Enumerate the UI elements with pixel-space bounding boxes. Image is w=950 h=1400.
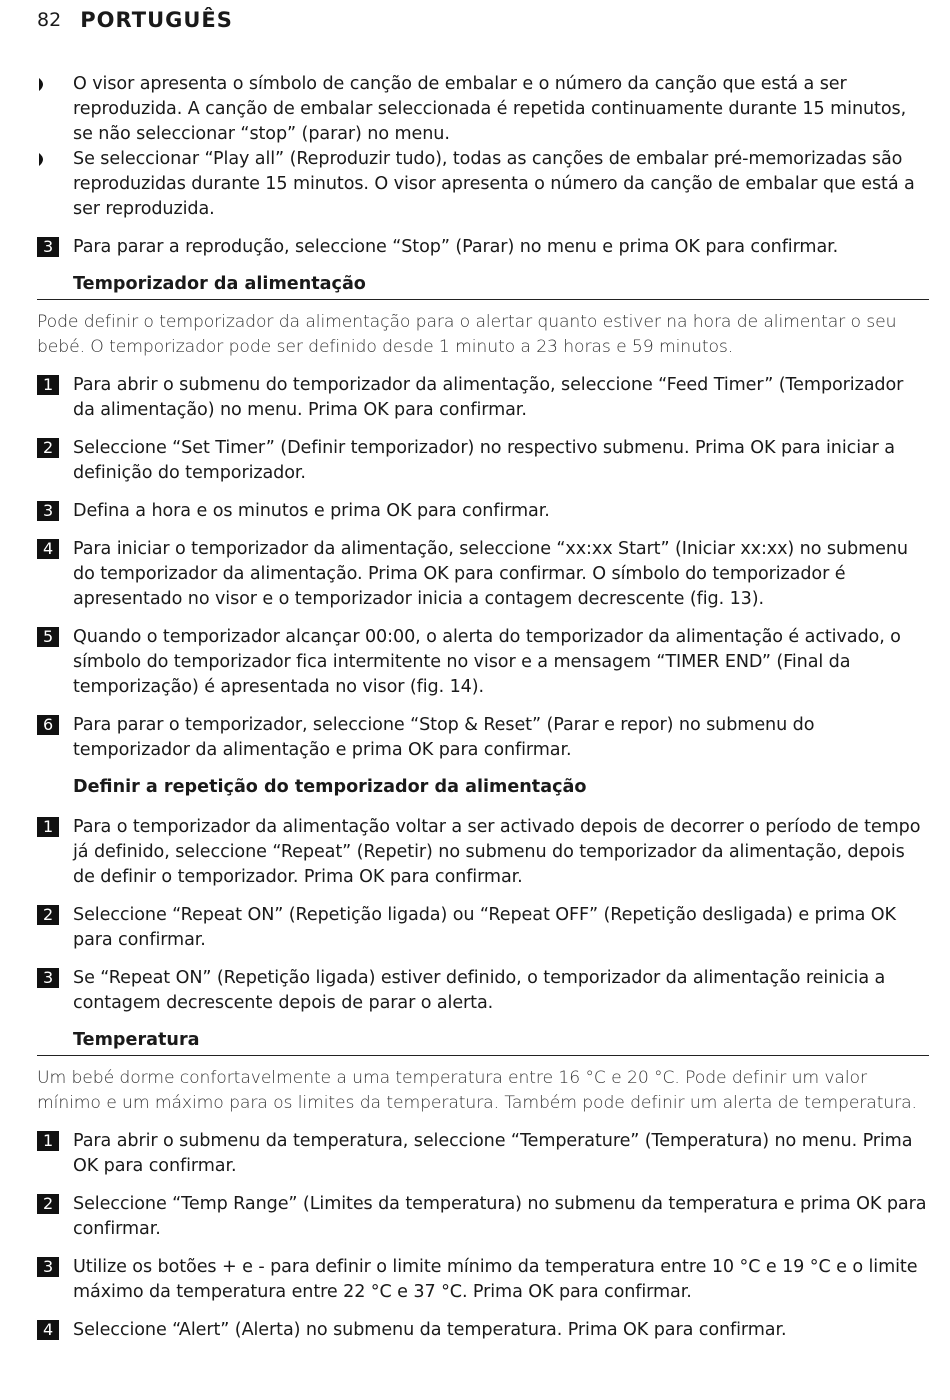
step-item — [37, 966, 929, 1016]
step-number-badge: 1 — [37, 817, 59, 837]
step-number-badge: 4 — [37, 1320, 59, 1340]
step-text: Para o temporizador da alimentação voltar a ser activado depois de decorrer o período de tempo já definido, seleccione “Repeat” (Repetir) no submenu do temporizador da alimentação, depois de definir o temporizador. Prima OK para confirmar. — [73, 817, 921, 887]
bullet-text: Se seleccionar “Play all” (Reproduzir tudo), todas as canções de embalar pré-memorizadas são reproduzidas durante 15 minutos. O visor apresenta o número da canção de embalar que está a ser reproduzida. — [73, 149, 915, 219]
step-number-badge: 6 — [37, 715, 59, 735]
section-intro-temperature: Um bebé dorme confortavelmente a uma temperatura entre 16 °C e 20 °C. Pode definir um valor mínimo e um máximo para os limites da temperatura. Também pode definir um alerta de temperatura. — [37, 1068, 917, 1113]
step-item — [37, 436, 929, 486]
triangle-bullet-icon — [39, 78, 47, 91]
page-content — [37, 72, 929, 1343]
step-item — [37, 1255, 929, 1305]
step-number-badge: 2 — [37, 438, 59, 458]
bullet-text: O visor apresenta o símbolo de canção de embalar e o número da canção que está a ser reproduzida. A canção de embalar seleccionada é repetida continuamente durante 15 minutos, se não seleccionar “stop” (parar) no menu. — [73, 74, 907, 144]
step-item — [37, 235, 929, 260]
section-intro-feed-timer: Pode definir o temporizador da alimentação para o alertar quanto estiver na hora de alimentar o seu bebé. O temporizador pode ser definido desde 1 minuto a 23 horas e 59 minutos. — [37, 312, 897, 357]
bullet-item — [37, 147, 929, 222]
step-text: Seleccione “Alert” (Alerta) no submenu da temperatura. Prima OK para confirmar. — [73, 1320, 787, 1340]
step-text: Para abrir o submenu da temperatura, seleccione “Temperature” (Temperatura) no menu. Prima OK para confirmar. — [73, 1131, 913, 1176]
step-item — [37, 1129, 929, 1179]
step-text: Para parar o temporizador, seleccione “Stop & Reset” (Parar e repor) no submenu do temporizador da alimentação e prima OK para confirmar. — [73, 715, 815, 760]
bullet-item — [37, 72, 929, 147]
triangle-bullet-icon — [39, 153, 47, 166]
section-heading-feed-timer: Temporizador da alimentação — [37, 272, 929, 300]
step-text: Utilize os botões + e - para definir o limite mínimo da temperatura entre 10 °C e 19 °C e o limite máximo da temperatura entre 22 °C e 37 °C. Prima OK para confirmar. — [73, 1257, 918, 1302]
section-heading-repeat: Definir a repetição do temporizador da alimentação — [73, 777, 587, 797]
step-number-badge: 5 — [37, 627, 59, 647]
step-item — [37, 373, 929, 423]
step-item — [37, 499, 929, 524]
step-text: Se “Repeat ON” (Repetição ligada) estiver definido, o temporizador da alimentação reinicia a contagem decrescente depois de parar o alerta. — [73, 968, 886, 1013]
step-item — [37, 903, 929, 953]
step-text: Seleccione “Repeat ON” (Repetição ligada) ou “Repeat OFF” (Repetição desligada) e prima OK para confirmar. — [73, 905, 896, 950]
section-heading-temperature: Temperatura — [37, 1028, 929, 1056]
page-header — [37, 8, 233, 36]
step-item — [37, 815, 929, 890]
step-text: Defina a hora e os minutos e prima OK para confirmar. — [73, 501, 550, 521]
step-number-badge: 2 — [37, 905, 59, 925]
step-item — [37, 713, 929, 763]
step-number-badge: 4 — [37, 539, 59, 559]
step-number-badge: 3 — [37, 968, 59, 988]
step-number-badge: 2 — [37, 1194, 59, 1214]
step-number-badge: 3 — [37, 501, 59, 521]
step-item — [37, 1318, 929, 1343]
page-number: 82 — [37, 9, 62, 31]
step-number-badge: 3 — [37, 237, 59, 257]
step-text: Seleccione “Set Timer” (Definir temporizador) no respectivo submenu. Prima OK para iniciar a definição do temporizador. — [73, 438, 895, 483]
language-title: PORTUGUÊS — [80, 8, 233, 32]
step-item — [37, 625, 929, 700]
step-text: Quando o temporizador alcançar 00:00, o alerta do temporizador da alimentação é activado, o símbolo do temporizador fica intermitente no visor e a mensagem “TIMER END” (Final da temporização) é apresentada no visor (fig. 14). — [73, 627, 901, 697]
step-text: Para parar a reprodução, seleccione “Stop” (Parar) no menu e prima OK para confirmar. — [73, 237, 839, 257]
step-text: Para iniciar o temporizador da alimentação, seleccione “xx:xx Start” (Iniciar xx:xx) no submenu do temporizador da alimentação. Prima OK para confirmar. O símbolo do temporizador é apresentado no visor e o temporizador inicia a contagem decrescente (fig. 13). — [73, 539, 908, 609]
step-number-badge: 3 — [37, 1257, 59, 1277]
step-item — [37, 537, 929, 612]
step-number-badge: 1 — [37, 1131, 59, 1151]
step-item — [37, 1192, 929, 1242]
step-number-badge: 1 — [37, 375, 59, 395]
step-text: Seleccione “Temp Range” (Limites da temperatura) no submenu da temperatura e prima OK para confirmar. — [73, 1194, 927, 1239]
step-text: Para abrir o submenu do temporizador da alimentação, seleccione “Feed Timer” (Temporizador da alimentação) no menu. Prima OK para confirmar. — [73, 375, 904, 420]
